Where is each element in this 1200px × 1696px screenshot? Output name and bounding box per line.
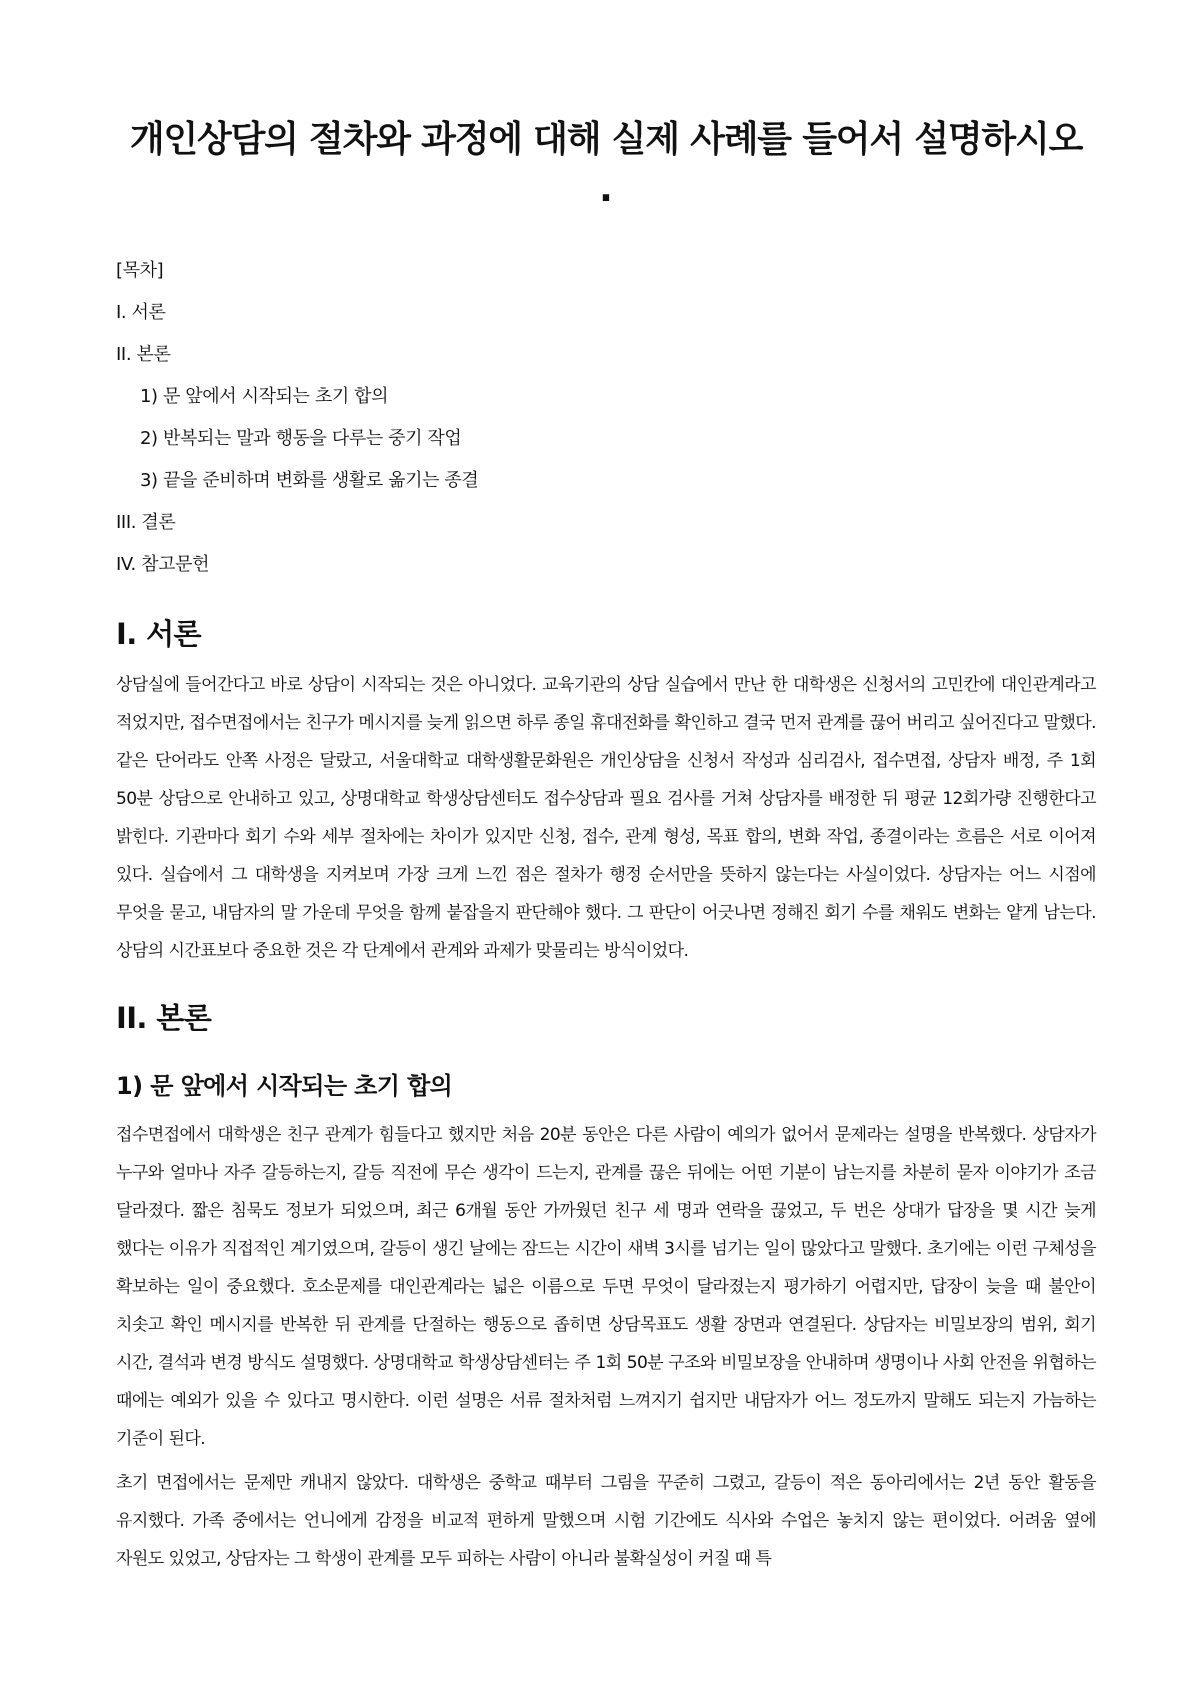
body-paragraph-1: 접수면접에서 대학생은 친구 관계가 힘들다고 했지만 처음 20분 동안은 다른 사람이 예의가 없어서 문제라는 설명을 반복했다. 상담자가 누구와 얼마나 자주 갈등하는지, 갈등 직전에 무슨 생각이 드는지, 관계를 끊은 뒤에는 어떤 기분이 남는지를 차분히 묻자 이야기가 조금 달라졌다. 짧은 침묵도 정보가 되었으며, 최근 6개월 동안 가까웠던 친구 세 명과 연락을 끊었고, 두 번은 상대가 답장을 몇 시간 늦게 했다는 이유가 직접적인 계기였으며, 갈등이 생긴 날에는 잠드는 시간이 새벽 3시를 넘기는 일이 많았다고 말했다. 초기에는 이런 구체성을 확보하는 일이 중요했다. 호소문제를 대인관계라는 넓은 이름으로 두면 무엇이 달라졌는지 평가하기 어렵지만, 답장이 늦을 때 불안이 치솟고 확인 메시지를 반복한 뒤 관계를 단절하는 행동으로 좁히면 상담목표도 생활 장면과 연결된다. 상담자는 비밀보장의 범위, 회기 시간, 결석과 변경 방식도 설명했다. 상명대학교 학생상담센터는 주 1회 50분 구조와 비밀보장을 안내하며 생명이나 사회 안전을 위협하는 때에는 예외가 있을 수 있다고 명시한다. 이런 설명은 서류 절차처럼 느껴지기 쉽지만 내담자가 어느 정도까지 말해도 되는지 가늠하는 기준이 된다.	[116, 1125, 1096, 1449]
toc-item-intro: I. 서론	[116, 302, 166, 323]
toc-item-body-3: 3) 끝을 준비하며 변화를 생활로 옮기는 종결	[140, 470, 479, 491]
toc-item-body-1: 1) 문 앞에서 시작되는 초기 합의	[140, 386, 389, 407]
subsection-heading-1: 1) 문 앞에서 시작되는 초기 합의	[116, 1072, 453, 1100]
toc-heading: [목차]	[116, 260, 164, 281]
section-heading-body: II. 본론	[116, 1001, 212, 1035]
table-of-contents	[116, 250, 1096, 586]
document-title: 개인상담의 절차와 과정에 대해 실제 사례를 들어서 설명하시오	[129, 119, 1083, 160]
intro-paragraph: 상담실에 들어간다고 바로 상담이 시작되는 것은 아니었다. 교육기관의 상담 실습에서 만난 한 대학생은 신청서의 고민칸에 대인관계라고 적었지만, 접수면접에서는 친구가 메시지를 늦게 읽으면 하루 종일 휴대전화를 확인하고 결국 먼저 관계를 끊어 버리고 싶어진다고 말했다. 같은 단어라도 안쪽 사정은 달랐고, 서울대학교 대학생활문화원은 개인상담을 신청서 작성과 심리검사, 접수면접, 상담자 배정, 주 1회 50분 상담으로 안내하고 있고, 상명대학교 학생상담센터도 접수상담과 필요 검사를 거쳐 상담자를 배정한 뒤 평균 12회가량 진행한다고 밝힌다. 기관마다 회기 수와 세부 절차에는 차이가 있지만 신청, 접수, 관계 형성, 목표 합의, 변화 작업, 종결이라는 흐름은 서로 이어져 있다. 실습에서 그 대학생을 지켜보며 가장 크게 느낀 점은 절차가 행정 순서만을 뜻하지 않는다는 사실이었다. 상담자는 어느 시점에 무엇을 묻고, 내담자의 말 가운데 무엇을 함께 붙잡을지 판단해야 했다. 그 판단이 어긋나면 정해진 회기 수를 채워도 변화는 얕게 남는다. 상담의 시간표보다 중요한 것은 각 단계에서 관계와 과제가 맞물리는 방식이었다.	[116, 675, 1096, 961]
document-title-tail: .	[599, 169, 613, 210]
toc-item-body-2: 2) 반복되는 말과 행동을 다루는 중기 작업	[140, 428, 462, 449]
toc-item-conclusion: III. 결론	[116, 512, 176, 533]
body-paragraph-2: 초기 면접에서는 문제만 캐내지 않았다. 대학생은 중학교 때부터 그림을 꾸준히 그렸고, 갈등이 적은 동아리에서는 2년 동안 활동을 유지했다. 가족 중에서는 언니에게 감정을 비교적 편하게 말했으며 시험 기간에도 식사와 수업은 놓치지 않는 편이었다. 어려움 옆에 자원도 있었고, 상담자는 그 학생이 관계를 모두 피하는 사람이 아니라 불확실성이 커질 때 특	[116, 1473, 1096, 1569]
section-body	[116, 996, 1096, 1578]
toc-item-references: IV. 참고문헌	[116, 554, 210, 575]
section-intro	[116, 612, 1096, 970]
section-heading-intro: I. 서론	[116, 617, 201, 651]
toc-item-body: II. 본론	[116, 344, 171, 365]
